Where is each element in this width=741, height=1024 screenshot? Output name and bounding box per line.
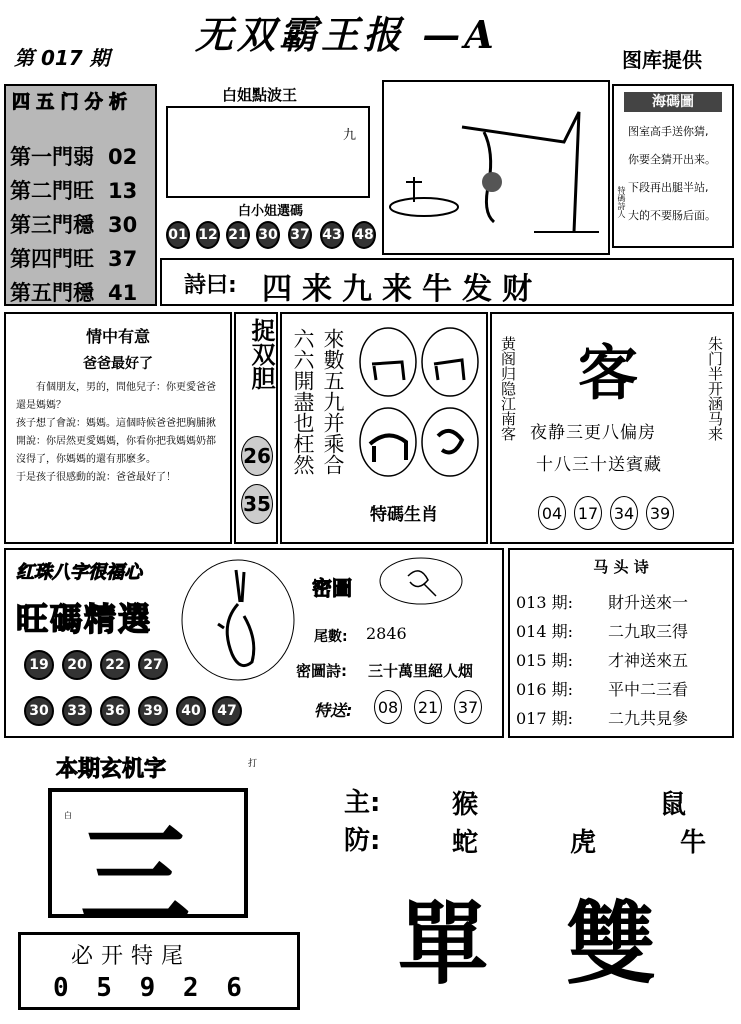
door-analysis-list: [10, 140, 150, 310]
door-row: [10, 242, 150, 276]
secret-special-number: 08: [374, 690, 402, 724]
horse-poem-row: [516, 704, 730, 733]
must-open-frame: [18, 932, 300, 1010]
main-label: 主:: [344, 788, 381, 818]
mystery-title: 本期玄机字: [56, 757, 167, 782]
story-panel: [4, 312, 232, 544]
secret-tail-label: 尾數:: [314, 629, 348, 645]
bai-jie-mark: 九: [342, 128, 356, 143]
secret-tail-value: 2846: [366, 624, 407, 643]
story-body: [6, 373, 230, 487]
vertical-poem-column: 來數五九并乘合: [321, 328, 345, 475]
door-label: 第一門弱: [10, 145, 94, 169]
horse-poem-row: [516, 588, 730, 617]
door-row: [10, 140, 150, 174]
red-ball-number: 19: [24, 650, 54, 680]
horse-poem-text: 二九取三得: [608, 622, 689, 641]
zodiac-animals-illustration: [358, 324, 482, 492]
red-ball-number: 47: [212, 696, 242, 726]
secret-special-label: 特送:: [314, 701, 353, 720]
even-label: 雙: [566, 892, 656, 997]
bai-jie-title: 白姐點波王: [222, 86, 298, 104]
horse-poem-text: 二九共見參: [608, 709, 689, 728]
guest-right-verse: 朱门半开涵马来: [706, 336, 724, 441]
horse-poem-panel: [508, 548, 734, 738]
bai-jie-ball: 43: [320, 221, 344, 249]
horse-poem-row: [516, 617, 730, 646]
bai-jie-ball: 30: [256, 221, 280, 249]
guest-number: 17: [574, 496, 602, 530]
door-row: [10, 174, 150, 208]
mystery-frame: [48, 788, 248, 940]
door-value: 13: [108, 179, 138, 203]
horse-poem-row: [516, 646, 730, 675]
horse-poem-issue: 014 期:: [516, 622, 574, 641]
double-guts-number: 26: [241, 436, 273, 476]
double-guts-title: 捉双胆: [247, 318, 275, 390]
horse-poem-issue: 016 期:: [516, 680, 574, 699]
horse-poem-title: 马 头 诗: [593, 558, 649, 576]
sea-code-line: 大的不要肠后面。: [628, 209, 716, 222]
door-label: 第四門旺: [10, 247, 94, 271]
guest-number: 39: [646, 496, 674, 530]
red-ball-subtitle: 旺碼精選: [16, 600, 153, 638]
bottom-panel: [4, 742, 734, 1020]
mystery-small: 白: [64, 811, 72, 820]
secret-poem-label: 密圖詩:: [296, 662, 347, 680]
must-open-digits: 0 5 9 2 6: [53, 973, 248, 1003]
guard-item: 牛: [680, 828, 707, 858]
sea-code-title: 海碼圖: [624, 92, 722, 112]
rabbit-illustration: [178, 554, 296, 684]
zodiac-label: 特碼生肖: [370, 505, 438, 525]
double-guts-number: 35: [241, 484, 273, 524]
guest-line2: 十八三十送賓藏: [536, 455, 662, 475]
poem-banner: [160, 258, 734, 306]
red-ball-number: 36: [100, 696, 130, 726]
main-item: 鼠: [660, 790, 687, 820]
door-value: 41: [108, 281, 138, 305]
poem-banner-text: 四来九来牛发财: [262, 272, 542, 307]
secret-illustration: [378, 556, 464, 606]
horse-poem-list: [516, 588, 730, 733]
monkey-illustration: [384, 82, 608, 253]
story-paragraph: 孩子想了會說：媽媽。這個時候爸爸把胸脯揪開說：你居然更愛媽媽，你看你把我媽媽奶都沒得了，你媽媽的還有那麽多。: [16, 418, 216, 465]
door-row: [10, 276, 150, 310]
sea-code-lines: [628, 118, 734, 230]
sea-code-line: 图室高手送你猜,: [628, 125, 709, 138]
poem-banner-label: 詩曰:: [184, 273, 237, 298]
story-paragraph: 有個朋友，男的，問他兒子：你更愛爸爸還是媽媽？: [16, 382, 216, 411]
secret-special-number: 37: [454, 690, 482, 724]
story-paragraph: 于是孩子很感動的說：爸爸最好了！: [16, 472, 176, 483]
horse-poem-issue: 013 期:: [516, 593, 574, 612]
red-ball-title: 红珠八字很福心: [16, 562, 142, 583]
bai-jie-ball: 48: [352, 221, 376, 249]
sea-code-line: 下段再出腿半站,: [628, 181, 709, 194]
story-title: 情中有意: [85, 327, 150, 346]
bai-jie-ball: 12: [196, 221, 220, 249]
guest-big-char: 客: [578, 339, 638, 409]
door-analysis-title: 四 五 门 分 析: [12, 92, 128, 113]
red-ball-number: 39: [138, 696, 168, 726]
secret-special-number: 21: [414, 690, 442, 724]
door-value: 30: [108, 213, 138, 237]
story-subtitle: 爸爸最好了: [83, 356, 153, 372]
red-ball-panel: [4, 548, 504, 738]
red-ball-number: 40: [176, 696, 206, 726]
zodiac-panel: [280, 312, 488, 544]
door-value: 37: [108, 247, 138, 271]
secret-poem-text: 三十萬里絕人烟: [368, 662, 474, 680]
odd-label: 單: [398, 892, 488, 997]
horse-poem-text: 才神送來五: [608, 651, 689, 670]
bai-jie-subtitle: 白小姐選碼: [238, 204, 304, 219]
must-open-label: 必开特尾: [71, 944, 192, 969]
sea-code-panel: [612, 84, 734, 248]
guest-panel: [490, 312, 734, 544]
guard-item: 蛇: [452, 828, 479, 858]
vertical-poem-column: 六六開盡也枉然: [291, 328, 315, 475]
sea-code-line: 你要全猜开出来。: [628, 153, 716, 166]
sea-code-side: 特碼詩人: [617, 186, 626, 218]
red-ball-number: 27: [138, 650, 168, 680]
door-row: [10, 208, 150, 242]
door-label: 第三門穩: [10, 213, 94, 237]
red-ball-number: 30: [24, 696, 54, 726]
red-ball-number: 20: [62, 650, 92, 680]
red-ball-number: 33: [62, 696, 92, 726]
bai-jie-frame: [166, 106, 370, 198]
horse-poem-text: 平中二三看: [608, 680, 689, 699]
secret-title: 密圖: [312, 576, 352, 600]
header-title: 无双霸王报 —A: [195, 12, 498, 57]
mystery-note: 打: [248, 759, 258, 769]
horse-poem-text: 財升送來一: [608, 593, 689, 612]
guest-left-verse: 黄阁归隐江南客: [499, 336, 517, 441]
door-value: 02: [108, 145, 138, 169]
provider-label: 图库提供: [622, 48, 702, 72]
door-label: 第五門穩: [10, 281, 94, 305]
double-guts-panel: [234, 312, 278, 544]
guard-item: 虎: [570, 828, 597, 858]
horse-poem-issue: 015 期:: [516, 651, 574, 670]
mystery-char: 三: [80, 812, 190, 940]
door-analysis-panel: [4, 84, 157, 306]
bai-jie-ball: 01: [166, 221, 190, 249]
guest-number: 04: [538, 496, 566, 530]
door-label: 第二門旺: [10, 179, 94, 203]
bai-jie-ball: 21: [226, 221, 250, 249]
guard-label: 防:: [344, 826, 381, 856]
guest-line1: 夜静三更八偏房: [530, 423, 656, 443]
horse-poem-row: [516, 675, 730, 704]
issue-number: 第 017 期: [14, 46, 110, 70]
red-ball-number: 22: [100, 650, 130, 680]
bai-jie-ball: 37: [288, 221, 312, 249]
main-item: 猴: [452, 790, 479, 820]
horse-poem-issue: 017 期:: [516, 709, 574, 728]
guest-number: 34: [610, 496, 638, 530]
cartoon-panel: [382, 80, 610, 255]
